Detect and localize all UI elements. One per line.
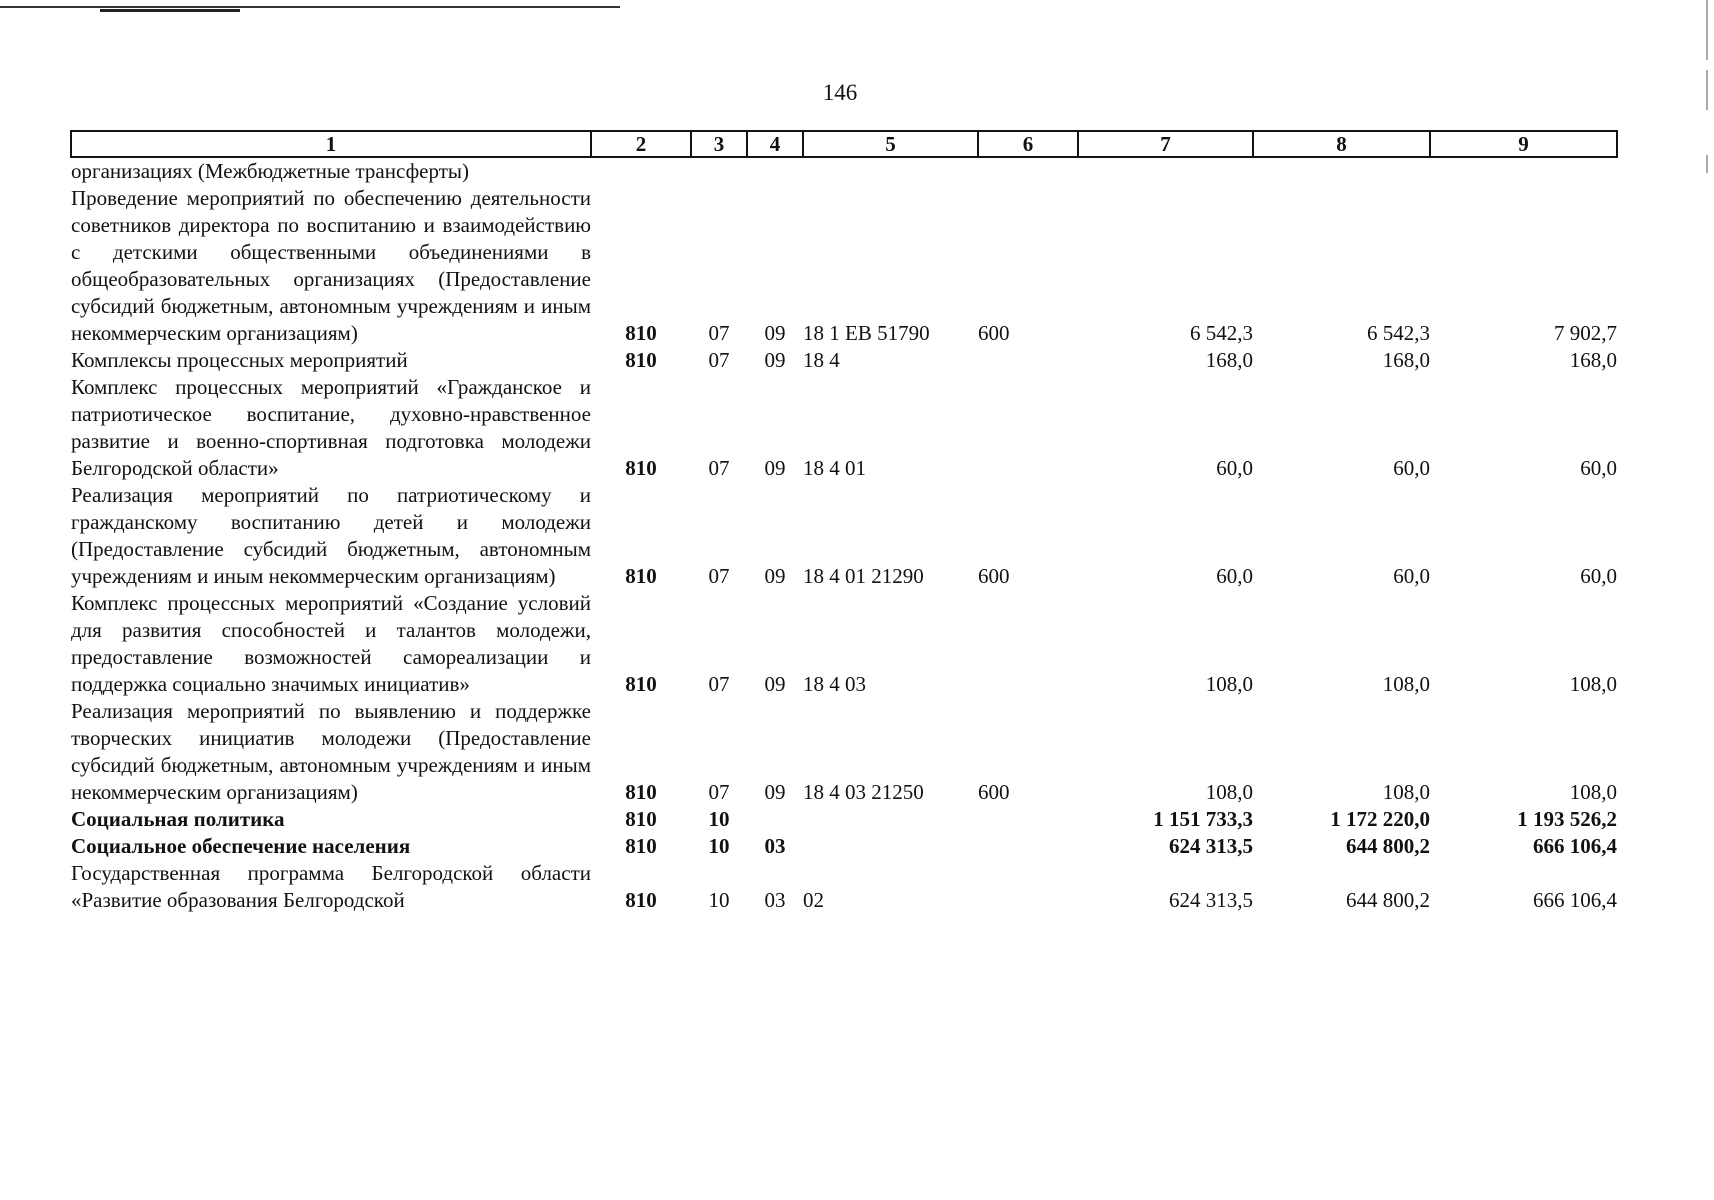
row-description: Комплекс процессных мероприятий «Создание условий для развития способностей и талантов молодежи, предоставление возможностей самореализации и поддержка социально значимых инициатив» xyxy=(71,591,591,696)
scan-edge-mark xyxy=(1706,0,1708,60)
target-article-code: 18 4 03 xyxy=(803,672,866,696)
ministry-code: 810 xyxy=(625,564,657,588)
expense-type-code: 600 xyxy=(978,780,1010,804)
column-header: 2 xyxy=(591,131,691,157)
expense-type-code xyxy=(978,374,1078,482)
target-article-code: 18 1 ЕВ 51790 xyxy=(803,321,930,345)
amount-year-1: 624 313,5 xyxy=(1169,888,1253,912)
section-code: 07 xyxy=(708,672,730,696)
scan-edge-line xyxy=(0,6,620,8)
subsection-code: 03 xyxy=(764,834,786,858)
target-article-code: 18 4 01 21290 xyxy=(803,564,924,588)
table-header-row xyxy=(71,131,1617,157)
table-row xyxy=(71,185,1617,347)
amount-year-3 xyxy=(1430,157,1617,185)
budget-table xyxy=(70,130,1618,914)
subsection-code: 09 xyxy=(764,780,786,804)
section-code: 07 xyxy=(708,348,730,372)
ministry-code: 810 xyxy=(625,888,657,912)
scan-edge-mark xyxy=(100,9,240,12)
ministry-code: 810 xyxy=(625,321,657,345)
scan-edge-mark xyxy=(1706,70,1708,110)
section-code: 07 xyxy=(708,456,730,480)
subsection-code: 09 xyxy=(764,564,786,588)
table-row xyxy=(71,860,1617,914)
ministry-code: 810 xyxy=(625,456,657,480)
amount-year-2: 60,0 xyxy=(1393,564,1430,588)
row-description: Проведение мероприятий по обеспечению деятельности советников директора по воспитанию и взаимодействию с детскими общественными объединениями в общеобразовательных организациях (Предоставление субсидий бюджетным, автономным учреждениям и иным некоммерческим организациям) xyxy=(71,186,591,345)
section-code: 07 xyxy=(708,321,730,345)
amount-year-3: 7 902,7 xyxy=(1554,321,1617,345)
row-description: Комплекс процессных мероприятий «Гражданское и патриотическое воспитание, духовно-нравственное развитие и военно-спортивная подготовка молодежи Белгородской области» xyxy=(71,375,591,480)
expense-type-code xyxy=(978,590,1078,698)
row-description: Социальное обеспечение населения xyxy=(71,834,411,858)
amount-year-1: 108,0 xyxy=(1205,672,1253,696)
amount-year-3: 108,0 xyxy=(1569,780,1617,804)
section-code: 07 xyxy=(708,780,730,804)
expense-type-code xyxy=(978,157,1078,185)
expense-type-code xyxy=(978,860,1078,914)
ministry-code: 810 xyxy=(625,780,657,804)
amount-year-1: 168,0 xyxy=(1205,348,1253,372)
table-row xyxy=(71,374,1617,482)
subsection-code: 03 xyxy=(764,888,786,912)
amount-year-1: 60,0 xyxy=(1216,564,1253,588)
amount-year-1: 6 542,3 xyxy=(1190,321,1253,345)
subsection-code: 09 xyxy=(764,456,786,480)
amount-year-1: 108,0 xyxy=(1205,780,1253,804)
row-description: Реализация мероприятий по выявлению и поддержке творческих инициатив молодежи (Предоставление субсидий бюджетным, автономным учреждениям и иным некоммерческим организациям) xyxy=(71,699,591,804)
target-article-code xyxy=(803,806,978,833)
amount-year-3: 666 106,4 xyxy=(1533,834,1617,858)
section-code xyxy=(691,157,747,185)
amount-year-3: 60,0 xyxy=(1580,564,1617,588)
row-description: организациях (Межбюджетные трансферты) xyxy=(71,159,469,183)
column-header: 8 xyxy=(1253,131,1430,157)
table-row xyxy=(71,833,1617,860)
section-code: 10 xyxy=(708,807,730,831)
amount-year-2: 60,0 xyxy=(1393,456,1430,480)
column-header: 6 xyxy=(978,131,1078,157)
target-article-code xyxy=(803,157,978,185)
amount-year-1: 60,0 xyxy=(1216,456,1253,480)
row-description: Комплексы процессных мероприятий xyxy=(71,348,408,372)
amount-year-2: 644 800,2 xyxy=(1346,888,1430,912)
subsection-code xyxy=(747,806,803,833)
expense-type-code xyxy=(978,347,1078,374)
table-row xyxy=(71,806,1617,833)
target-article-code: 18 4 xyxy=(803,348,840,372)
column-header: 5 xyxy=(803,131,978,157)
amount-year-3: 1 193 526,2 xyxy=(1517,807,1617,831)
amount-year-3: 666 106,4 xyxy=(1533,888,1617,912)
ministry-code: 810 xyxy=(625,807,657,831)
column-header: 4 xyxy=(747,131,803,157)
target-article-code xyxy=(803,833,978,860)
column-header: 7 xyxy=(1078,131,1253,157)
expense-type-code xyxy=(978,833,1078,860)
page-number: 146 xyxy=(822,80,858,105)
subsection-code: 09 xyxy=(764,672,786,696)
target-article-code: 18 4 03 21250 xyxy=(803,780,924,804)
subsection-code: 09 xyxy=(764,321,786,345)
expense-type-code xyxy=(978,806,1078,833)
table-row xyxy=(71,698,1617,806)
ministry-code xyxy=(591,157,691,185)
amount-year-1: 1 151 733,3 xyxy=(1153,807,1253,831)
target-article-code: 18 4 01 xyxy=(803,456,866,480)
column-header: 3 xyxy=(691,131,747,157)
amount-year-2: 108,0 xyxy=(1382,780,1430,804)
amount-year-1: 624 313,5 xyxy=(1169,834,1253,858)
amount-year-2 xyxy=(1253,157,1430,185)
table-row xyxy=(71,347,1617,374)
amount-year-1 xyxy=(1078,157,1253,185)
table-row xyxy=(71,482,1617,590)
amount-year-2: 168,0 xyxy=(1382,348,1430,372)
amount-year-2: 6 542,3 xyxy=(1367,321,1430,345)
expense-type-code: 600 xyxy=(978,321,1010,345)
amount-year-3: 108,0 xyxy=(1569,672,1617,696)
table-row xyxy=(71,590,1617,698)
row-description: Государственная программа Белгородской области «Развитие образования Белгородской xyxy=(71,861,591,912)
amount-year-2: 1 172 220,0 xyxy=(1330,807,1430,831)
column-header: 9 xyxy=(1430,131,1617,157)
row-description: Реализация мероприятий по патриотическому и гражданскому воспитанию детей и молодежи (Предоставление субсидий бюджетным, автономным учреждениям и иным некоммерческим организациям) xyxy=(71,483,591,588)
section-code: 07 xyxy=(708,564,730,588)
target-article-code: 02 xyxy=(803,888,824,912)
amount-year-2: 644 800,2 xyxy=(1346,834,1430,858)
ministry-code: 810 xyxy=(625,672,657,696)
subsection-code: 09 xyxy=(764,348,786,372)
subsection-code xyxy=(747,157,803,185)
table-row xyxy=(71,157,1617,185)
section-code: 10 xyxy=(708,834,730,858)
row-description: Социальная политика xyxy=(71,807,285,831)
expense-type-code: 600 xyxy=(978,564,1010,588)
scan-edge-mark xyxy=(1706,155,1708,173)
section-code: 10 xyxy=(708,888,730,912)
amount-year-3: 60,0 xyxy=(1580,456,1617,480)
ministry-code: 810 xyxy=(625,834,657,858)
amount-year-3: 168,0 xyxy=(1569,348,1617,372)
ministry-code: 810 xyxy=(625,348,657,372)
column-header: 1 xyxy=(71,131,591,157)
amount-year-2: 108,0 xyxy=(1382,672,1430,696)
